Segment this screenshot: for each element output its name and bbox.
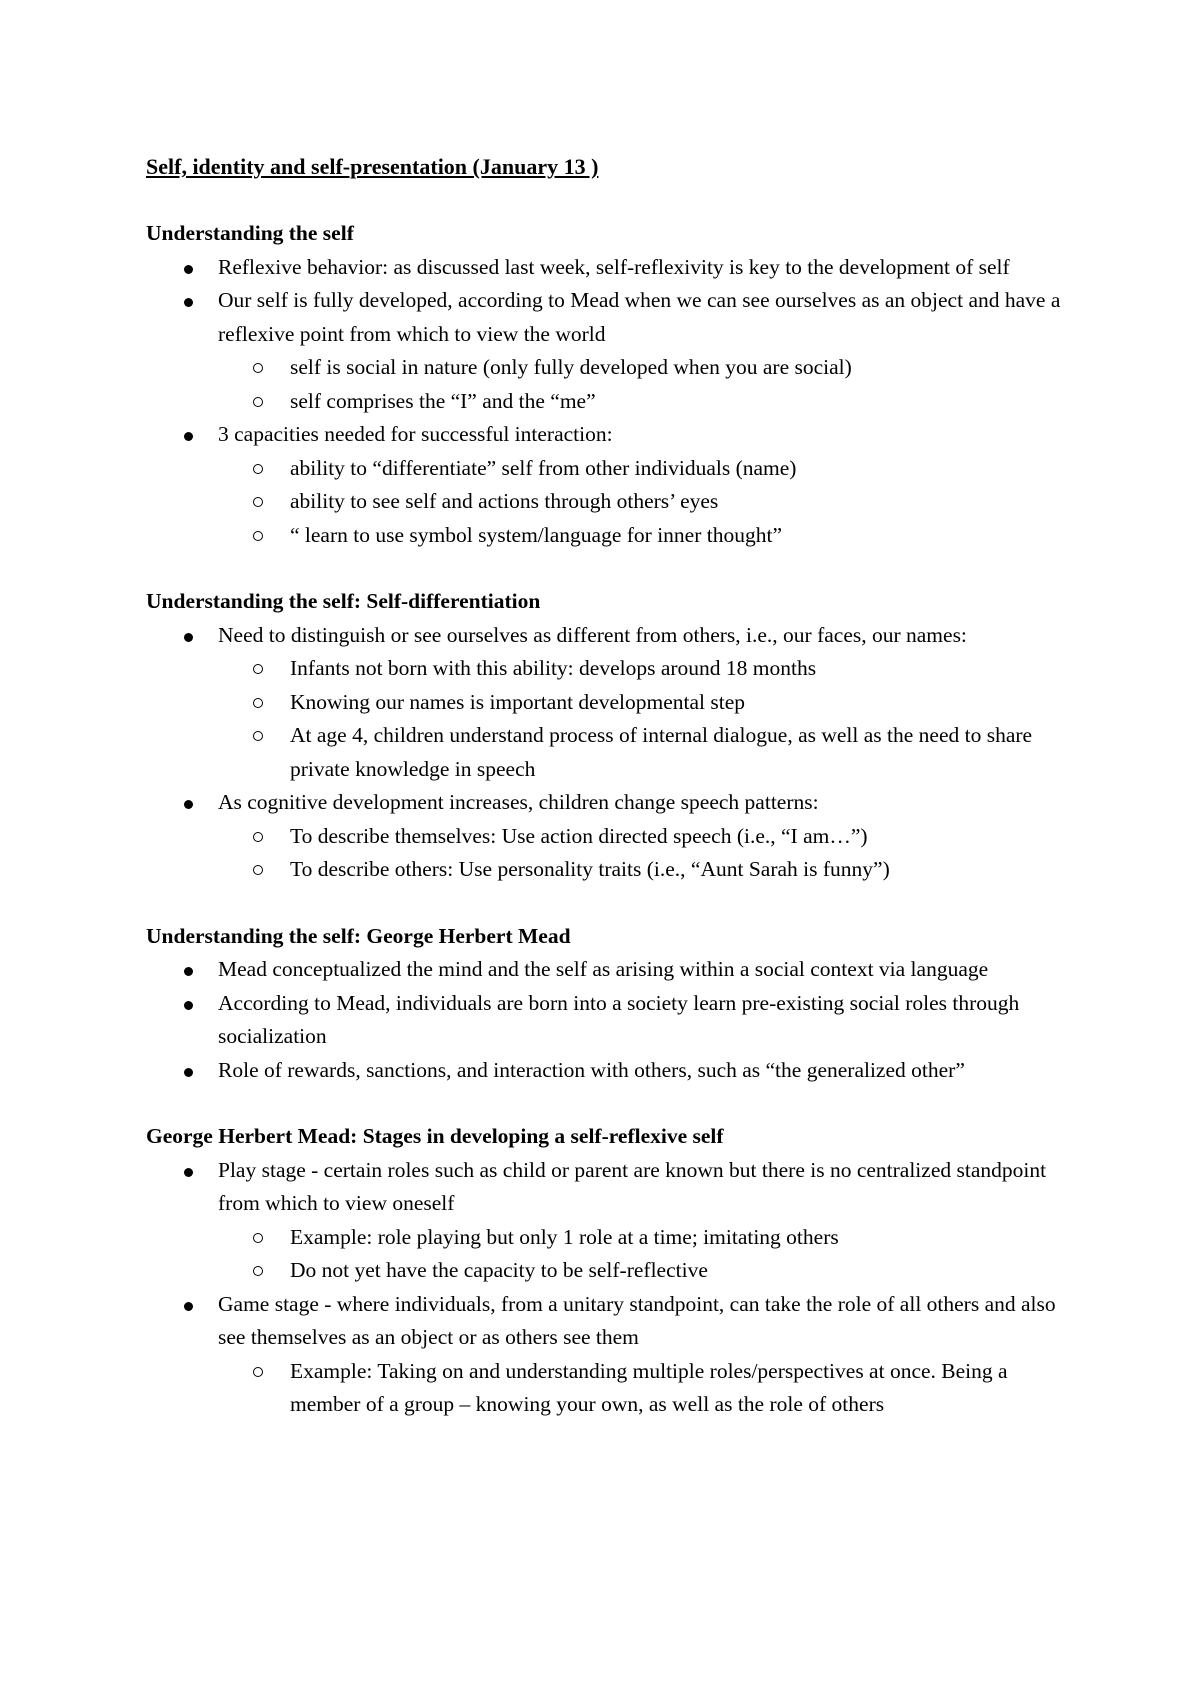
sub-bullet-item [217,1355,1076,1422]
sub-bullet-text: self comprises the “I” and the “me” [290,388,596,413]
hollow-bullet-icon [253,531,263,541]
bullet-text: Mead conceptualized the mind and the self as arising within a social context via language [218,957,989,981]
hollow-bullet-icon [253,1233,263,1243]
sub-bullet-list [218,452,1076,553]
sub-bullet-item [217,351,1076,385]
bullet-item [146,1288,1076,1422]
section-heading: Understanding the self: Self-differentiation [146,589,541,613]
filled-bullet-icon [184,1068,193,1077]
section [146,585,1076,887]
sub-bullet-item [217,485,1076,519]
sub-bullet-list [218,1355,1076,1422]
hollow-bullet-icon [253,363,263,373]
bullet-text: According to Mead, individuals are born into a society learn pre-existing social roles through socialization [218,990,1020,1048]
bullet-item [146,284,1076,418]
hollow-bullet-icon [253,664,263,674]
sub-bullet-item [217,1254,1076,1288]
bullet-item [146,953,1076,987]
sub-bullet-list [218,820,1076,887]
bullet-text: Our self is fully developed, according to Mead when we can see ourselves as an object and have a reflexive point from which to view the world [218,288,1061,346]
sub-bullet-text: ability to see self and actions through others’ eyes [290,489,719,513]
section [146,1120,1076,1422]
bullet-list [146,953,1076,1087]
sub-bullet-text: To describe others: Use personality traits (i.e., “Aunt Sarah is funny”) [290,857,890,881]
filled-bullet-icon [184,967,193,976]
bullet-text: Reflexive behavior: as discussed last week, self-reflexivity is key to the development of self [218,254,1010,279]
sub-bullet-list [218,1221,1076,1288]
document-title: Self, identity and self-presentation (January 13 ) [146,154,599,179]
bullet-item [146,619,1076,787]
sub-bullet-item [217,820,1076,854]
bullet-text: Role of rewards, sanctions, and interaction with others, such as “the generalized other” [218,1057,965,1082]
filled-bullet-icon [184,298,193,307]
bullet-text: 3 capacities needed for successful interaction: [218,422,613,446]
sub-bullet-text: At age 4, children understand process of internal dialogue, as well as the need to share private knowledge in speech [290,723,1033,781]
section-heading: Understanding the self: George Herbert Mead [146,923,571,948]
hollow-bullet-icon [253,1367,263,1377]
hollow-bullet-icon [253,1266,263,1276]
sub-bullet-item [217,719,1076,786]
bullet-text: As cognitive development increases, children change speech patterns: [218,790,819,814]
hollow-bullet-icon [253,832,263,842]
sub-bullet-text: Knowing our names is important developmental step [290,689,745,714]
sub-bullet-item [217,385,1076,419]
sub-bullet-item [217,452,1076,486]
hollow-bullet-icon [253,865,263,875]
sub-bullet-item [217,652,1076,686]
section [146,217,1076,552]
sub-bullet-item [217,1221,1076,1255]
sub-bullet-item [217,853,1076,887]
bullet-item [146,251,1076,285]
sub-bullet-item [217,686,1076,720]
sub-bullet-text: self is social in nature (only fully developed when you are social) [290,355,852,379]
hollow-bullet-icon [253,731,263,741]
bullet-item [146,1054,1076,1088]
sections-container [146,217,1076,1422]
bullet-item [146,987,1076,1054]
bullet-list [146,251,1076,553]
filled-bullet-icon [184,265,193,274]
bullet-item [146,786,1076,887]
bullet-text: Need to distinguish or see ourselves as different from others, i.e., our faces, our names: [218,622,967,647]
filled-bullet-icon [184,1168,193,1177]
sub-bullet-text: Example: Taking on and understanding multiple roles/perspectives at once. Being a member of a group – knowing your own, as well as the role of others [290,1358,1008,1416]
bullet-text: Play stage - certain roles such as child or parent are known but there is no centralized standpoint from which to view oneself [218,1157,1047,1215]
sub-bullet-text: “ learn to use symbol system/language for inner thought” [290,522,782,547]
section-heading: George Herbert Mead: Stages in developing a self-reflexive self [146,1124,724,1148]
hollow-bullet-icon [253,464,263,474]
filled-bullet-icon [184,432,193,441]
sub-bullet-text: Example: role playing but only 1 role at a time; imitating others [290,1224,839,1249]
bullet-text: Game stage - where individuals, from a unitary standpoint, can take the role of all others and also see themselves as an object or as others see them [218,1291,1056,1349]
hollow-bullet-icon [253,397,263,407]
hollow-bullet-icon [253,497,263,507]
section [146,920,1076,1088]
document-page [146,150,1076,1422]
bullet-list [146,619,1076,887]
sub-bullet-list [218,652,1076,786]
hollow-bullet-icon [253,698,263,708]
sub-bullet-text: Do not yet have the capacity to be self-reflective [290,1258,708,1282]
bullet-item [146,418,1076,552]
sub-bullet-text: ability to “differentiate” self from other individuals (name) [290,455,797,480]
filled-bullet-icon [184,1302,193,1311]
filled-bullet-icon [184,800,193,809]
bullet-list [146,1154,1076,1422]
bullet-item [146,1154,1076,1288]
section-heading: Understanding the self [146,221,354,245]
sub-bullet-item [217,519,1076,553]
sub-bullet-text: Infants not born with this ability: develops around 18 months [290,656,817,680]
sub-bullet-list [218,351,1076,418]
filled-bullet-icon [184,1001,193,1010]
filled-bullet-icon [184,633,193,642]
sub-bullet-text: To describe themselves: Use action directed speech (i.e., “I am…”) [290,823,868,848]
